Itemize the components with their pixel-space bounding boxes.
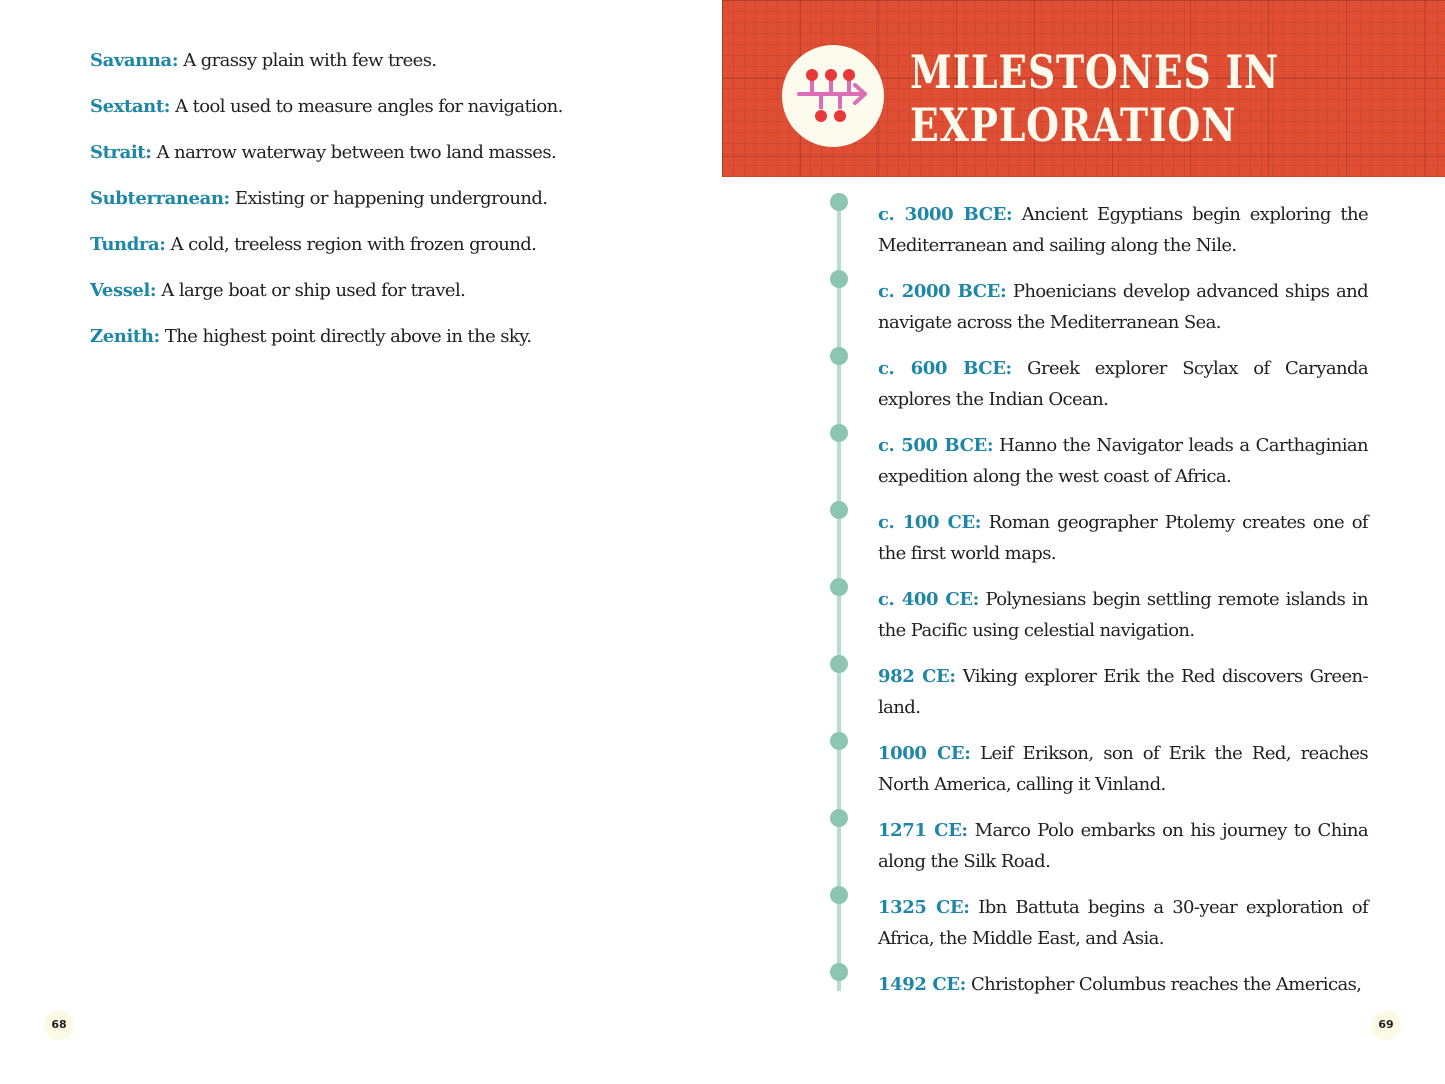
glossary-term: Strait: bbox=[90, 142, 152, 163]
timeline-dot-icon bbox=[830, 501, 848, 519]
event-description: Ancient Egyptians begin exploring the Mediterranean and sailing along the Nile. bbox=[878, 204, 1369, 256]
glossary-item bbox=[90, 47, 690, 93]
header-badge bbox=[782, 45, 884, 147]
glossary-definition: The highest point directly above in the sky. bbox=[159, 326, 532, 347]
glossary-definition: Existing or happening underground. bbox=[229, 188, 548, 209]
glossary-list bbox=[90, 47, 690, 369]
glossary-definition: A narrow waterway between two land masses. bbox=[151, 142, 557, 163]
event-description: Viking explorer Erik the Red discovers Green-land. bbox=[878, 666, 1368, 718]
glossary-term: Subterranean: bbox=[90, 188, 230, 209]
timeline-dot-icon bbox=[830, 886, 848, 904]
glossary-item bbox=[90, 323, 690, 369]
glossary-term: Savanna: bbox=[90, 50, 179, 71]
timeline-event bbox=[878, 584, 1368, 646]
page-number-right: 69 bbox=[1371, 1010, 1401, 1040]
glossary-term: Tundra: bbox=[90, 234, 166, 255]
timeline-dot-icon bbox=[830, 347, 848, 365]
glossary-item bbox=[90, 185, 690, 231]
glossary-definition: A tool used to measure angles for navigation. bbox=[170, 96, 563, 117]
event-description: Leif Erikson, son of Erik the Red, reaches North America, calling it Vinland. bbox=[878, 743, 1368, 795]
glossary-definition: A grassy plain with few trees. bbox=[178, 50, 437, 71]
event-date: c. 600 BCE: bbox=[878, 358, 1012, 379]
page-number-left: 68 bbox=[44, 1010, 74, 1040]
timeline-dot-icon bbox=[830, 424, 848, 442]
event-date: c. 100 CE: bbox=[878, 512, 982, 533]
event-date: c. 500 BCE: bbox=[878, 435, 994, 456]
event-description: Christopher Columbus reaches the Americas, bbox=[965, 974, 1362, 995]
event-description: Ibn Battuta begins a 30-year exploration of Africa, the Middle East, and Asia. bbox=[878, 897, 1368, 949]
timeline-event bbox=[878, 199, 1368, 261]
glossary-item bbox=[90, 277, 690, 323]
timeline-dot-icon bbox=[830, 732, 848, 750]
event-description: Roman geographer Ptolemy creates one of the first world maps. bbox=[878, 512, 1368, 564]
title-line-1: MILESTONES IN bbox=[910, 45, 1280, 99]
timeline-event bbox=[878, 507, 1368, 569]
timeline-dot-icon bbox=[830, 963, 848, 981]
event-date: 1325 CE: bbox=[878, 897, 970, 918]
page-title bbox=[910, 46, 1279, 152]
glossary-item bbox=[90, 231, 690, 277]
timeline bbox=[722, 177, 1445, 997]
timeline-line bbox=[837, 201, 841, 991]
event-description: Phoenicians develop advanced ships and navigate across the Mediterranean Sea. bbox=[878, 281, 1369, 333]
event-date: c. 3000 BCE: bbox=[878, 204, 1013, 225]
timeline-event bbox=[878, 738, 1368, 800]
timeline-event bbox=[878, 969, 1368, 1000]
event-date: 1271 CE: bbox=[878, 820, 968, 841]
glossary-term: Vessel: bbox=[90, 280, 157, 301]
timeline-dot-icon bbox=[830, 270, 848, 288]
timeline-event bbox=[878, 430, 1368, 492]
event-description: Polynesians begin settling remote islands in the Pacific using celestial navigation. bbox=[878, 589, 1368, 641]
event-description: Greek explorer Scylax of Caryanda explores the Indian Ocean. bbox=[878, 358, 1368, 410]
event-description: Marco Polo embarks on his journey to China along the Silk Road. bbox=[878, 820, 1369, 872]
left-page bbox=[0, 0, 722, 1084]
event-date: 1492 CE: bbox=[878, 974, 966, 995]
timeline-event bbox=[878, 276, 1368, 338]
timeline-event bbox=[878, 353, 1368, 415]
timeline-event bbox=[878, 892, 1368, 954]
event-date: c. 400 CE: bbox=[878, 589, 979, 610]
right-page bbox=[722, 0, 1445, 1084]
event-date: 1000 CE: bbox=[878, 743, 971, 764]
timeline-dot-icon bbox=[830, 809, 848, 827]
glossary-definition: A large boat or ship used for travel. bbox=[156, 280, 466, 301]
glossary-term: Zenith: bbox=[90, 326, 160, 347]
section-header bbox=[722, 0, 1445, 177]
event-description: Hanno the Navigator leads a Carthaginian expedition along the west coast of Africa. bbox=[878, 435, 1369, 487]
timeline-icon bbox=[782, 45, 884, 147]
timeline-event bbox=[878, 661, 1368, 723]
title-line-2: EXPLORATION bbox=[910, 98, 1237, 152]
timeline-dot-icon bbox=[830, 578, 848, 596]
glossary-item bbox=[90, 93, 690, 139]
timeline-dot-icon bbox=[830, 193, 848, 211]
glossary-term: Sextant: bbox=[90, 96, 171, 117]
timeline-dot-icon bbox=[830, 655, 848, 673]
glossary-definition: A cold, treeless region with frozen ground. bbox=[165, 234, 537, 255]
event-date: c. 2000 BCE: bbox=[878, 281, 1007, 302]
glossary-item bbox=[90, 139, 690, 185]
timeline-event bbox=[878, 815, 1368, 877]
event-date: 982 CE: bbox=[878, 666, 956, 687]
